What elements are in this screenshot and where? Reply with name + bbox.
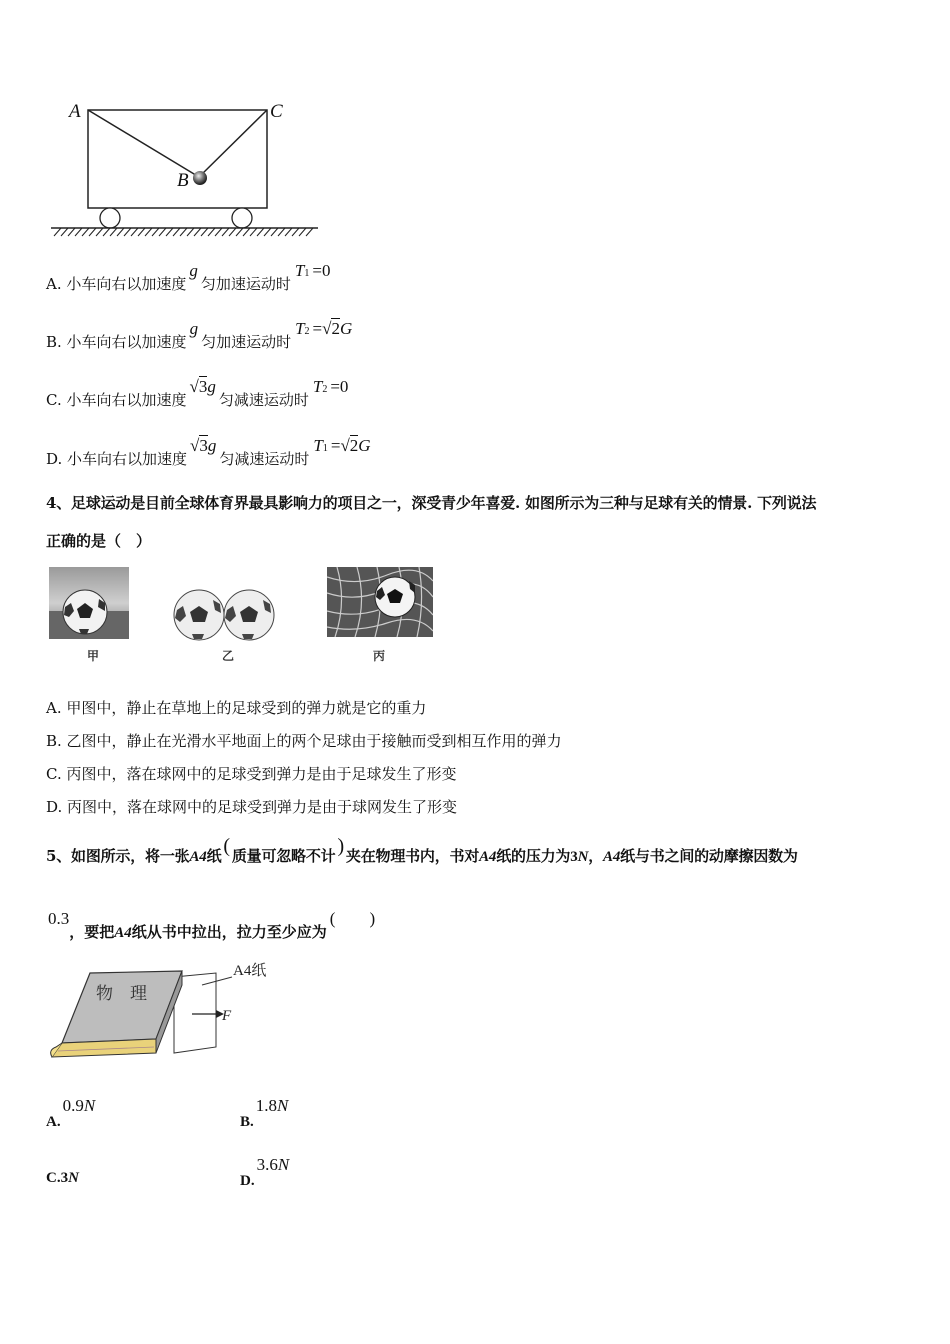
option-text: B. 小车向右以加速度	[46, 333, 187, 351]
q4-option-a: A. 甲图中，静止在草地上的足球受到的弹力就是它的重力	[46, 699, 427, 717]
tension-symbol: T2	[312, 377, 328, 396]
football-image-bing	[327, 567, 433, 637]
q4-stem-line1: 4、足球运动是目前全球体育界最具影响力的项目之一，深受青少年喜爱. 如图所示为三种与足球有关的情景. 下列说法	[46, 494, 817, 512]
tension-symbol: T2	[295, 319, 310, 338]
q5-stem-line1: 5、如图所示，将一张A4纸 ( 质量可忽略不计 ) 夹在物理书内，书对A4纸的压力为3N，A4纸与书之间的动摩擦因数为	[46, 835, 798, 865]
option-tail: 匀减速运动时	[219, 450, 310, 468]
football-image-yi	[172, 588, 276, 642]
q4-stem-line2: 正确的是（ ）	[46, 532, 152, 550]
tension-value: =√2G	[330, 436, 371, 455]
option-text: C. 小车向右以加速度	[46, 391, 187, 409]
cart-body	[88, 110, 267, 208]
wheel-right	[232, 208, 252, 228]
option-text: A. 小车向右以加速度	[46, 275, 187, 293]
label-c: C	[270, 101, 283, 122]
cart-diagram	[46, 95, 326, 245]
football-image-jia	[49, 567, 129, 639]
tension-value: =0	[330, 377, 349, 396]
caption-jia: 甲	[87, 649, 100, 663]
tension-value: =√2G	[312, 319, 353, 338]
caption-bing: 丙	[373, 649, 386, 663]
book-title: 物 理	[96, 984, 147, 1004]
q4-option-c: C. 丙图中，落在球网中的足球受到弹力是由于足球发生了形变	[46, 765, 457, 783]
caption-yi: 乙	[222, 649, 235, 663]
option-tail: 匀加速运动时	[201, 333, 292, 351]
string-ab	[88, 110, 199, 177]
answer-blank: ( )	[329, 909, 376, 928]
accel-value: √3g	[190, 436, 217, 455]
a4-paper-label: A4纸	[233, 963, 267, 979]
q5-answer-c: C.3N	[46, 1170, 79, 1186]
friction-coefficient: 0.3	[48, 909, 70, 928]
q5-answer-d: D.3.6N	[240, 1155, 290, 1189]
ground-hatching	[54, 228, 313, 236]
tension-symbol: T1	[313, 436, 328, 455]
accel-value: √3g	[189, 377, 216, 396]
accel-symbol: g	[189, 261, 198, 280]
q4-option-d: D. 丙图中，落在球网中的足球受到弹力是由于球网发生了形变	[46, 798, 458, 816]
book-diagram	[44, 955, 284, 1070]
q3-option-a	[46, 261, 331, 293]
option-tail: 匀减速运动时	[218, 391, 309, 409]
q3-option-b	[46, 319, 353, 351]
tension-value: =0	[312, 261, 331, 280]
force-label: F	[222, 1008, 232, 1024]
q4-option-b: B. 乙图中，静止在光滑水平地面上的两个足球由于接触而受到相互作用的弹力	[46, 732, 562, 750]
tension-symbol: T1	[294, 261, 310, 280]
q5-stem-line2: 0.3，要把A4纸从书中拉出，拉力至少应为( )	[48, 909, 376, 941]
wheel-left	[100, 208, 120, 228]
label-a: A	[69, 101, 81, 122]
q3-option-d	[46, 436, 371, 468]
option-tail: 匀加速运动时	[200, 275, 291, 293]
ball-b	[193, 171, 207, 185]
q5-answer-b: B.1.8N	[240, 1096, 289, 1130]
q3-option-c	[46, 377, 349, 409]
q5-answer-a: A.0.9N	[46, 1096, 96, 1130]
string-cb	[199, 110, 267, 177]
accel-symbol: g	[189, 319, 199, 338]
label-b: B	[177, 170, 189, 191]
option-text: D. 小车向右以加速度	[46, 450, 188, 468]
